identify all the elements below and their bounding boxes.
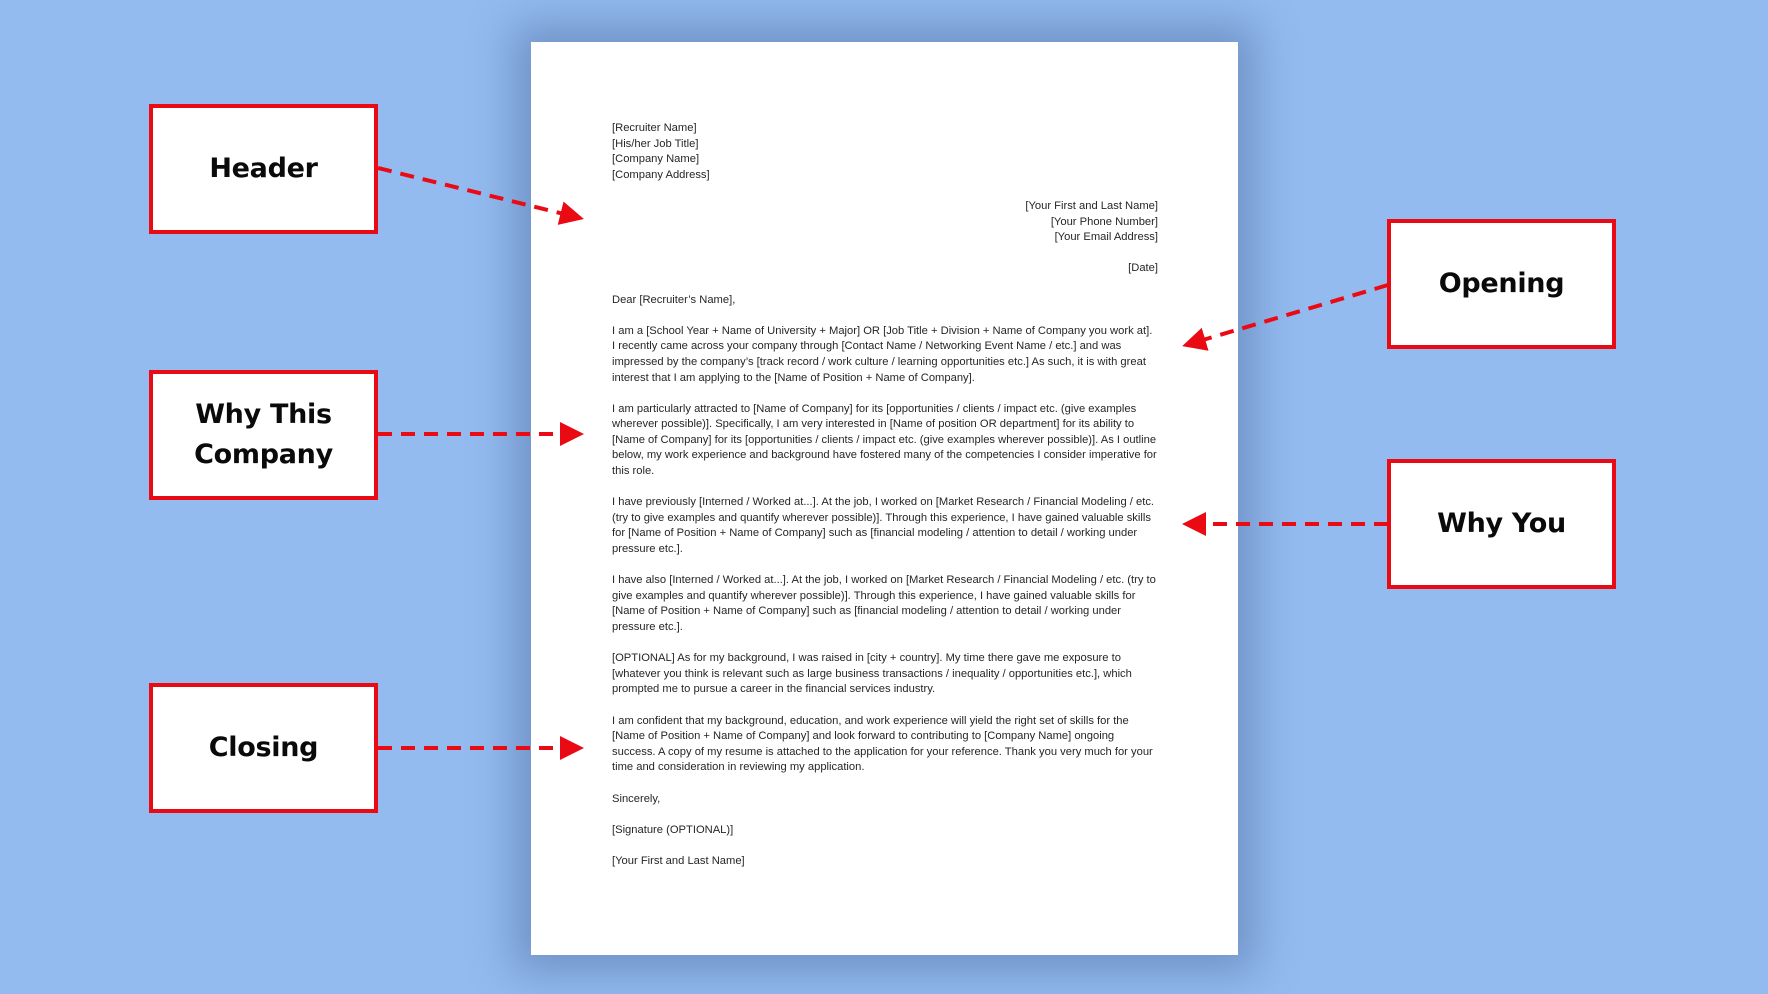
paragraph-why-company: I am particularly attracted to [Name of Company] for its [opportunities / clients / impact etc. (give examples wherever possible)]. Specifically, I am very interested in [Name of position OR department] for its ability to [Name of Company] for its [opportunities / clients / impact etc. (give examples wherever possible)]. As I outline below, my work experience and background have fostered many of the competencies I consider imperative for this role. [612, 402, 1157, 478]
sender-email: [Your Email Address] [1054, 231, 1158, 244]
cover-letter-page [531, 42, 1238, 955]
recipient-block [612, 121, 1158, 183]
letter-date: [Date] [1128, 262, 1158, 275]
cover-letter-body [612, 121, 1158, 885]
sender-phone: [Your Phone Number] [1050, 215, 1158, 228]
label-why-this-company [149, 370, 378, 500]
label-opening-text: Opening [1438, 268, 1565, 299]
recipient-name: [Recruiter Name] [612, 122, 697, 134]
salutation: Dear [Recruiter’s Name], [612, 293, 736, 306]
recipient-company: [Company Name] [612, 153, 700, 166]
label-why-this-company-text: Why This Company [194, 399, 333, 470]
recipient-address: [Company Address] [612, 168, 710, 181]
signature: [Signature (OPTIONAL)] [612, 823, 734, 836]
signoff: Sincerely, [612, 792, 661, 805]
signature-name: [Your First and Last Name] [612, 854, 745, 867]
paragraph-experience-2: I have also [Interned / Worked at...]. At the job, I worked on [Market Research / Financial Modeling / etc. (try to give examples and quantify wherever possible)]. Through this experience, I have gained valuable skills for [Name of Position + Name of Company] such as [financial modeling / attention to detail / working under pressure etc.]. [612, 574, 1156, 633]
sender-name: [Your First and Last Name] [1025, 199, 1158, 212]
paragraph-closing: I am confident that my background, education, and work experience will yield the right set of skills for the [Name of Position + Name of Company] and look forward to contributing to [Company Name] ongoing success. A copy of my resume is attached to the application for your reference. Thank you very much for your time and consideration in reviewing my application. [612, 714, 1153, 774]
label-opening [1387, 219, 1616, 349]
label-header [149, 104, 378, 234]
paragraph-experience-1: I have previously [Interned / Worked at...]. At the job, I worked on [Market Research / Financial Modeling / etc. (try to give examples and quantify wherever possible)]. Through this experience, I have gained valuable skills for [Name of Position + Name of Company] such as [financial modeling / attention to detail / working under pressure etc.]. [612, 496, 1155, 556]
label-closing [149, 683, 378, 813]
paragraph-opening: I am a [School Year + Name of University + Major] OR [Job Title + Division + Name of Company you work at]. I recently came across your company through [Contact Name / Networking Event Name / etc.] and was impressed by the company’s [track record / work culture / learning opportunities etc.] As such, it is with great interest that I am applying to the [Name of Position + Name of Company]. [612, 324, 1153, 384]
paragraph-background: [OPTIONAL] As for my background, I was raised in [city + country]. My time there gave me exposure to [whatever you think is relevant such as large business transactions / inequality / opportunities etc.], which prompted me to pursue a career in the financial services industry. [612, 652, 1132, 696]
recipient-title: [His/her Job Title] [612, 137, 699, 150]
label-closing-text: Closing [208, 732, 319, 763]
label-header-text: Header [209, 153, 318, 184]
label-why-you-text: Why You [1437, 508, 1566, 539]
label-why-you [1387, 459, 1616, 589]
sender-block [612, 199, 1158, 246]
